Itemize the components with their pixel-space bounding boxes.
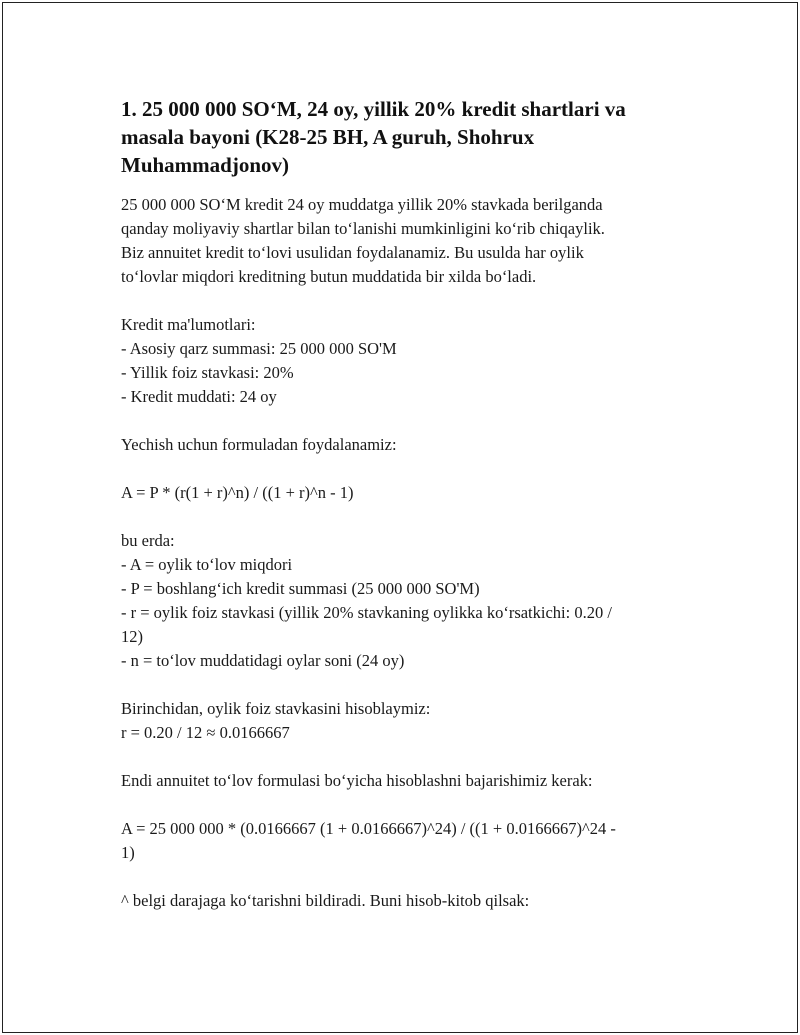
annuity-formula: A = P * (r(1 + r)^n) / ((1 + r)^n - 1) (121, 483, 354, 502)
blank-line (121, 673, 681, 697)
formula-intro: Yechish uchun formuladan foydalanamiz: (121, 435, 397, 454)
text-line: qanday moliyaviy shartlar bilan to‘lanishi mumkinligini ko‘rib chiqaylik. (121, 219, 605, 238)
blank-line (121, 793, 681, 817)
document-page (2, 2, 798, 1033)
where-item: - P = boshlang‘ich kredit summasi (25 000 000 SO'M) (121, 579, 480, 598)
title-line: 1. 25 000 000 SO‘M, 24 oy, yillik 20% kredit shartlari va (121, 97, 626, 121)
blank-line (121, 505, 681, 529)
monthly-rate-intro: Birinchidan, oylik foiz stavkasini hisoblaymiz: (121, 699, 431, 718)
blank-line (121, 289, 681, 313)
title-line: Muhammadjonov) (121, 153, 290, 177)
where-heading: bu erda: (121, 531, 175, 550)
blank-line (121, 457, 681, 481)
document-title (121, 95, 681, 179)
title-line: masala bayoni (K28-25 BH, A guruh, Shohrux (121, 125, 535, 149)
blank-line (121, 745, 681, 769)
calculation-line-continued: 1) (121, 843, 135, 862)
credit-info-item: - Asosiy qarz summasi: 25 000 000 SO'M (121, 339, 397, 358)
monthly-rate-result: r = 0.20 / 12 ≈ 0.0166667 (121, 723, 290, 742)
power-note: ^ belgi darajaga ko‘tarishni bildiradi. Buni hisob-kitob qilsak: (121, 891, 530, 910)
blank-line (121, 409, 681, 433)
text-line: Biz annuitet kredit to‘lovi usulidan foydalanamiz. Bu usulda har oylik (121, 243, 584, 262)
text-line: 25 000 000 SO‘M kredit 24 oy muddatga yillik 20% stavkada berilganda (121, 195, 603, 214)
credit-info-heading: Kredit ma'lumotlari: (121, 315, 256, 334)
credit-info-item: - Kredit muddati: 24 oy (121, 387, 277, 406)
intro-paragraph (121, 193, 681, 913)
annuity-intro: Endi annuitet to‘lov formulasi bo‘yicha hisoblashni bajarishimiz kerak: (121, 771, 593, 790)
where-item: - r = oylik foiz stavkasi (yillik 20% stavkaning oylikka ko‘rsatkichi: 0.20 / (121, 603, 612, 622)
blank-line (121, 865, 681, 889)
calculation-line: A = 25 000 000 * (0.0166667 (1 + 0.0166667)^24) / ((1 + 0.0166667)^24 - (121, 819, 616, 838)
where-item: - A = oylik to‘lov miqdori (121, 555, 293, 574)
credit-info-item: - Yillik foiz stavkasi: 20% (121, 363, 294, 382)
document-content (121, 95, 681, 913)
text-line: to‘lovlar miqdori kreditning butun muddatida bir xilda bo‘ladi. (121, 267, 537, 286)
where-item: - n = to‘lov muddatidagi oylar soni (24 oy) (121, 651, 405, 670)
where-item-continued: 12) (121, 627, 143, 646)
